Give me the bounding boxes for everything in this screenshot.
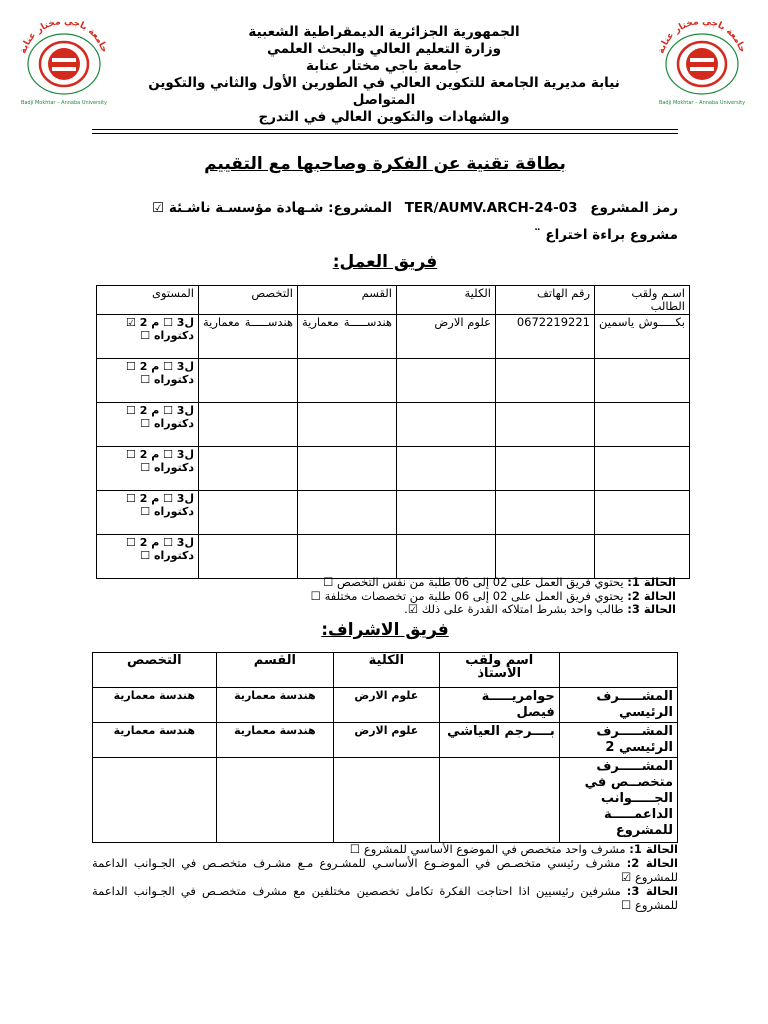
supervisor-role-cell: المشـــــرف الرئيسي 2 — [559, 723, 677, 758]
specialty-cell[interactable]: هندسة معمارية — [93, 723, 217, 758]
phone-cell[interactable]: 0672219221 — [496, 315, 595, 359]
professor-name-cell[interactable]: بــــرجم العياشي — [439, 723, 559, 758]
logo-bottom-text: Badji Mokhtar – Annaba University — [658, 100, 746, 106]
case-text[interactable]: مشرف رئيسي متخصـص في الموضـوع الأساسـي للمشـروع مـع مشـرف متخصـص في الجـوانب الداعمة للمشروع ☑ — [92, 856, 678, 884]
department-cell[interactable] — [298, 447, 397, 491]
specialty-cell[interactable] — [93, 758, 217, 843]
project-type-label: المشروع: شـهادة مؤسسـة ناشـئة — [168, 200, 392, 216]
supervision-cases — [92, 842, 678, 912]
faculty-cell[interactable] — [397, 535, 496, 579]
professor-name-cell[interactable]: حوامريـــــة فيصل — [439, 688, 559, 723]
col-header-faculty: الكلية — [334, 653, 440, 688]
header-line-5: المتواصل — [352, 92, 416, 108]
table-row — [97, 359, 690, 403]
faculty-cell[interactable] — [397, 359, 496, 403]
university-logo-right — [648, 12, 756, 110]
header-line-2: وزارة التعليم العالي والبحث العلمي — [266, 41, 502, 57]
specialty-cell[interactable] — [199, 403, 298, 447]
col-header-specialty: التخصص — [199, 286, 298, 315]
letterhead — [118, 24, 650, 126]
faculty-cell[interactable]: علوم الارض — [397, 315, 496, 359]
header-divider — [92, 133, 678, 134]
level-cell[interactable]: ل3 ☐ م 2 ☐ دكتوراه ☐ — [97, 535, 199, 579]
university-logo-left — [10, 12, 118, 110]
case-text[interactable]: يحتوي فريق العمل على 02 إلى 06 طلبة من نفس التخصص ☐ — [323, 575, 628, 589]
team-table-header — [97, 286, 690, 315]
col-header-department: القسم — [216, 653, 333, 688]
faculty-cell[interactable] — [334, 758, 440, 843]
phone-cell[interactable] — [496, 447, 595, 491]
project-type-checkbox[interactable]: ☑ — [152, 200, 165, 216]
logo-bottom-text: Badji Mokhtar – Annaba University — [20, 100, 108, 106]
faculty-cell[interactable] — [397, 403, 496, 447]
specialty-cell[interactable]: هندسة معمارية — [93, 688, 217, 723]
patent-checkbox[interactable]: ¨ — [533, 227, 541, 243]
student-name-cell[interactable] — [595, 535, 690, 579]
col-header-phone: رقم الهاتف — [496, 286, 595, 315]
header-line-4: نيابة مديرية الجامعة للتكوين العالي في الطورين الأول والثاني والتكوين — [148, 75, 620, 91]
department-cell[interactable]: هندسة معمارية — [216, 688, 333, 723]
supervision-case-2 — [92, 856, 678, 884]
team-section-title: فريق العمل: — [332, 252, 438, 272]
specialty-cell[interactable] — [199, 447, 298, 491]
case-label: الحالة 1: — [629, 842, 678, 856]
student-name-cell[interactable] — [595, 359, 690, 403]
level-cell[interactable]: ل3 ☐ م 2 ☐ دكتوراه ☐ — [97, 359, 199, 403]
col-header-department: القسم — [298, 286, 397, 315]
logo-arc-text: جامعة باجي مختار عنابة — [656, 16, 748, 56]
project-code-line — [152, 200, 678, 216]
level-cell[interactable]: ل3 ☐ م 2 ☐ دكتوراه ☐ — [97, 491, 199, 535]
team-cases — [311, 576, 676, 617]
specialty-cell[interactable] — [199, 535, 298, 579]
col-header-role — [559, 653, 677, 688]
case-label: الحالة 3: — [626, 884, 678, 898]
team-case-3 — [311, 603, 676, 617]
header-line-3: جامعة باجي مختار عنابة — [305, 58, 463, 74]
table-row — [97, 491, 690, 535]
specialty-cell[interactable] — [199, 359, 298, 403]
col-header-professor-name: اسم ولقب الأستاذ — [439, 653, 559, 688]
case-text[interactable]: يحتوي فريق العمل على 02 إلى 06 طلبة من تخصصات مختلفة ☐ — [310, 588, 628, 603]
table-row — [93, 758, 678, 843]
faculty-cell[interactable] — [397, 491, 496, 535]
supervisor-role-cell: المشـــــرف الرئيسي — [559, 688, 677, 723]
phone-cell[interactable] — [496, 403, 595, 447]
faculty-cell[interactable]: علوم الارض — [334, 723, 440, 758]
professor-name-cell[interactable] — [439, 758, 559, 843]
department-cell[interactable]: هندسة معمارية — [216, 723, 333, 758]
case-label: الحالة 3: — [627, 602, 676, 616]
team-case-2 — [311, 590, 676, 604]
supervisor-role-cell: المشـــــرف متخصــص في الجـــــوانب الداعمـــــة للمشروع — [559, 758, 677, 843]
col-header-faculty: الكلية — [397, 286, 496, 315]
department-cell[interactable] — [298, 491, 397, 535]
table-row — [93, 723, 678, 758]
department-cell[interactable] — [298, 359, 397, 403]
card-title: بطاقة تقنية عن الفكرة وصاحبها مع التقييم — [204, 154, 566, 174]
department-cell[interactable]: هندســـــة معمارية — [298, 315, 397, 359]
phone-cell[interactable] — [496, 491, 595, 535]
case-text[interactable]: مشرفين رئيسيين اذا احتاجت الفكرة تكامل تخصصين مختلفين مع مشرف متخصـص في الجـوانب الداعمة للمشروع ☐ — [92, 884, 678, 912]
department-cell[interactable] — [216, 758, 333, 843]
level-cell[interactable]: ل3 ☐ م 2 ☐ دكتوراه ☐ — [97, 447, 199, 491]
student-name-cell[interactable]: بكـــــوش ياسمين — [595, 315, 690, 359]
department-cell[interactable] — [298, 403, 397, 447]
patent-label: مشروع براءة اختراع — [545, 227, 678, 243]
header-line-1: الجمهورية الجزائرية الديمقراطية الشعبية — [248, 24, 520, 40]
patent-line — [534, 227, 678, 243]
table-row — [97, 447, 690, 491]
student-name-cell[interactable] — [595, 403, 690, 447]
table-row — [93, 688, 678, 723]
faculty-cell[interactable]: علوم الارض — [334, 688, 440, 723]
logo-arc-text: جامعة باجي مختار عنابة — [18, 16, 110, 56]
col-header-level: المستوى — [97, 286, 199, 315]
case-text[interactable]: طالب واحد بشرط امتلاكه القدرة على ذلك ☑. — [404, 602, 628, 616]
phone-cell[interactable] — [496, 359, 595, 403]
project-code-label: رمز المشروع — [590, 200, 678, 216]
specialty-cell[interactable]: هندســـــة معمارية — [199, 315, 298, 359]
case-label: الحالة 1: — [627, 575, 676, 589]
phone-cell[interactable] — [496, 535, 595, 579]
student-name-cell[interactable] — [595, 447, 690, 491]
student-name-cell[interactable] — [595, 491, 690, 535]
supervision-table — [92, 652, 678, 843]
project-code-value: TER/AUMV.ARCH-24-03 — [404, 200, 578, 216]
supervision-section-title: فريق الاشراف: — [321, 620, 449, 640]
case-text[interactable]: مشرف واحد متخصص في الموضوع الأساسي للمشروع ☐ — [349, 842, 630, 856]
faculty-cell[interactable] — [397, 447, 496, 491]
level-cell[interactable]: ل3 ☐ م 2 ☐ دكتوراه ☐ — [97, 403, 199, 447]
level-cell[interactable]: ل3 ☐ م 2 ☑ دكتوراه ☐ — [97, 315, 199, 359]
case-label: الحالة 2: — [627, 588, 676, 603]
col-header-student-name: اسـم ولقب الطالب — [595, 286, 690, 315]
team-case-1 — [311, 576, 676, 590]
table-row — [97, 403, 690, 447]
department-cell[interactable] — [298, 535, 397, 579]
table-row — [97, 315, 690, 359]
table-row — [97, 535, 690, 579]
team-table — [96, 285, 690, 579]
col-header-specialty: التخصص — [93, 653, 217, 688]
specialty-cell[interactable] — [199, 491, 298, 535]
header-line-6: والشهادات والتكوين العالي في التدرج — [258, 109, 510, 125]
supervision-table-header — [93, 653, 678, 688]
supervision-case-3 — [92, 884, 678, 912]
case-label: الحالة 2: — [626, 856, 678, 870]
supervision-case-1 — [92, 842, 678, 856]
header-divider — [92, 129, 678, 130]
